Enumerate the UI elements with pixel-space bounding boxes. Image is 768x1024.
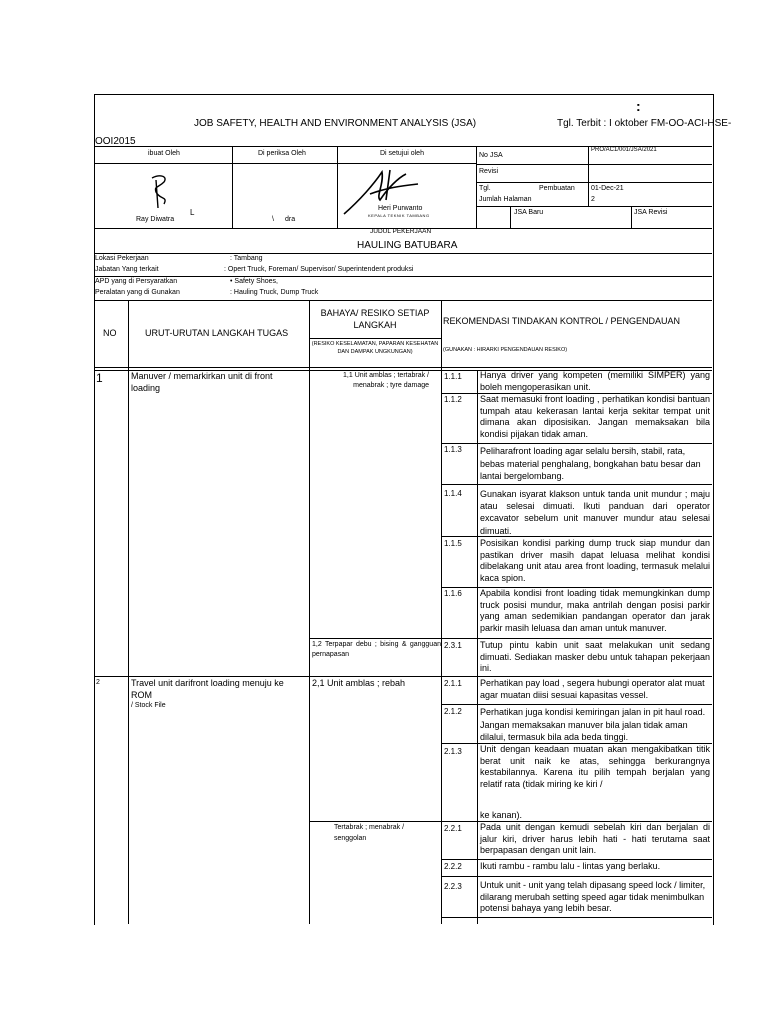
control-code-113: 1.1.3 <box>444 445 462 454</box>
prepared-by-label: ibuat Oleh <box>148 150 180 157</box>
row-1-hazard-2: 1,2 Terpapar debu ; bising & gangguan pernapasan <box>312 641 441 658</box>
location-label: Lokasi Pekerjaan <box>95 255 149 262</box>
control-text-111: Hanya driver yang kompeten (memiliki SIMPER) yang boleh mengoperasikan unit. <box>480 370 710 392</box>
row-2-number: 2 <box>96 679 100 686</box>
row-2-hazard-2: Tertabrak ; menabrak / senggolan <box>334 824 405 842</box>
job-title-label: JUDUL PEKERJAAN <box>370 228 432 235</box>
prepared-mark: L <box>190 208 195 217</box>
creation-date-value: 01-Dec-21 <box>591 185 624 192</box>
no-jsa-label: No JSA <box>479 152 503 159</box>
issue-date: Tgl. Terbit : I oktober FM-OO-ACI-HSE- <box>557 118 732 129</box>
control-text-116: Apabila kondisi front loading tidak memungkinkan dump truck posisi mundur, maka antrilah dengan posisi parkir yang aman sedemikian pandangan operator dan jarak parkir masih leluasa dan aman untuk manuver. <box>480 588 710 633</box>
revision-label: Revisi <box>479 168 499 175</box>
control-code-115: 1.1.5 <box>444 539 462 548</box>
creation-date-label: Tgl. <box>479 185 491 192</box>
job-title-value: HAULING BATUBARA <box>357 240 458 251</box>
control-text-115: Posisikan kondisi parking dump truck siap mundur dan pastikan driver masih dapat leluasa melihat kondisi dibelakang unit atau area front loading, termasuk melalui kaca spion. <box>480 538 710 583</box>
location-value: : Tambang <box>230 255 263 262</box>
approved-by-name: Heri Purwanto <box>378 205 423 212</box>
control-code-231: 2.3.1 <box>444 641 462 650</box>
checked-by-name: dra <box>285 216 296 223</box>
column-no: NO <box>103 328 117 338</box>
page-count-value: 2 <box>591 196 595 203</box>
column-recommendation: REKOMENDASI TINDAKAN KONTROL / PENGENDAUAN <box>443 316 681 326</box>
control-text-221: Pada unit dengan kemudi sebelah kiri dan berjalan di jalur kiri, driver harus lebih hati - hati terutama saat berpapasan dengan unit lain. <box>480 822 710 855</box>
document-title: JOB SAFETY, HEALTH AND ENVIRONMENT ANALYSIS (JSA) <box>194 118 477 129</box>
control-text-213-cont: ke kanan). <box>480 810 523 820</box>
control-code-213: 2.1.3 <box>444 747 462 756</box>
column-recommendation-sub: (GUNAKAN : HIRARKI PENGENDAUAN RESIKO) <box>443 347 568 353</box>
control-text-212: Perhatikan juga kondisi kemiringan jalan in pit haul road. Jangan memaksakan manuver bila jalan tidak aman dilalui, termasuk bila ada beda tinggi. <box>480 707 706 742</box>
revised-jsa-label: JSA Revisi <box>634 209 668 216</box>
new-jsa-label: JSA Baru <box>514 209 544 216</box>
control-code-111: 1.1.1 <box>444 372 462 381</box>
no-jsa-value: PRO/AC1/001/JSA/2021 <box>591 147 657 153</box>
page-count-label: Jumlah Halaman <box>479 196 532 203</box>
control-code-212: 2.1.2 <box>444 707 462 716</box>
row-2-task-sub: / Stock File <box>131 702 166 709</box>
approved-by-label: Di setujui oleh <box>380 150 424 157</box>
row-2-task: Travel unit darifront loading menuju ke ROM <box>131 678 284 700</box>
ppe-label: APD yang di Persyaratkan <box>95 278 178 285</box>
row-2-hazard-1: 2,1 Unit amblas ; rebah <box>312 678 406 688</box>
column-task-steps: URUT-URUTAN LANGKAH TUGAS <box>145 328 289 338</box>
equipment-label: Peralatan yang di Gunakan <box>95 289 180 296</box>
creation-label: Pembuatan <box>539 185 575 192</box>
position-value: : Opert Truck, Foreman/ Supervisor/ Superintendent produksi <box>224 266 414 273</box>
control-code-112: 1.1.2 <box>444 395 462 404</box>
control-text-222: Ikuti rambu - rambu lalu - lintas yang berlaku. <box>480 861 661 871</box>
checked-mark: \ <box>272 216 274 223</box>
control-text-112: Saat memasuki front loading , perhatikan kondisi bantuan tumpah atau kekerasan lantai kerja sekitar tempat unit dimana akan diposisikan. Jangan memaksakan bila kondisi pijakan tidak aman. <box>480 394 710 439</box>
signature-prepared-icon <box>146 172 176 212</box>
control-text-114: Gunakan isyarat klakson untuk tanda unit mundur ; maju atau selesai dimuati. Ikuti panduan dari operator excavator sebelum unit manuver mundur atau selesai dimuati. <box>480 489 710 536</box>
column-hazard-sub: (RESIKO KESELAMATAN, PAPARAN KESEHATAN DAN DAMPAK UNGKUNGAN) <box>311 341 439 355</box>
position-label: Jabatan Yang terkait <box>95 266 159 273</box>
ppe-value: • Safety Shoes, <box>230 278 278 285</box>
header-colon: : <box>636 98 641 114</box>
issue-date-cont: OOI2015 <box>95 136 136 147</box>
control-code-223: 2.2.3 <box>444 882 462 891</box>
control-text-223: Untuk unit - unit yang telah dipasang speed lock / limiter, dilarang merubah setting speed agar tidak menimbulkan potensi bahaya yang lebih besar. <box>480 880 706 913</box>
checked-by-label: Di periksa Oleh <box>258 150 306 157</box>
control-code-221: 2.2.1 <box>444 824 462 833</box>
row-1-number: 1 <box>96 371 103 385</box>
column-hazard: BAHAYA/ RESIKO SETIAP LANGKAH <box>320 308 430 330</box>
control-code-222: 2.2.2 <box>444 862 462 871</box>
equipment-value: : Hauling Truck, Dump Truck <box>230 289 319 296</box>
approved-stamp-text: KEPALA TEKNIK TAMBANG <box>368 213 430 218</box>
prepared-by-name: Ray Diwatra <box>136 216 175 223</box>
control-code-116: 1.1.6 <box>444 589 462 598</box>
control-code-211: 2.1.1 <box>444 679 462 688</box>
control-text-231: Tutup pintu kabin unit saat melakukan unit sedang dimuati. Sediakan masker debu untuk tahapan pekerjaan ini. <box>480 640 710 673</box>
control-text-213: Unit dengan keadaan muatan akan mengakibatkan titik berat unit naik ke atas, sehingga berkurangnya kestabilannya. Karena itu pilih tempah berjalan yang relatif rata (tidak miring ke kiri / <box>480 744 710 789</box>
row-1-hazard-1: 1,1 Unit amblas ; tertabrak / menabrak ; tyre damage <box>343 372 429 389</box>
row-1-task: Manuver / memarkirkan unit di front loading <box>131 371 273 393</box>
control-text-211: Perhatikan pay load , segera hubungi operator alat muat agar muatan diisi sesuai kapasitas vessel. <box>480 678 705 700</box>
control-code-114: 1.1.4 <box>444 489 462 498</box>
control-text-113: Peliharafront loading agar selalu bersih, stabil, rata, bebas material penghalang, bongkahan batu besar dan lantai bergelombang. <box>480 446 701 481</box>
